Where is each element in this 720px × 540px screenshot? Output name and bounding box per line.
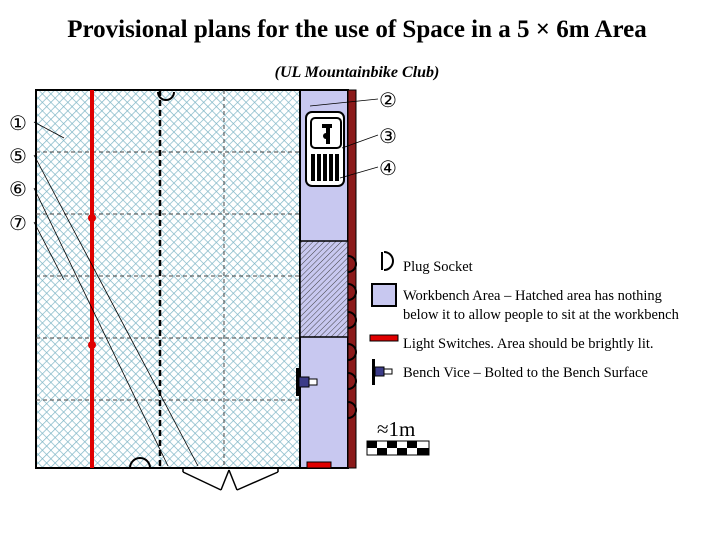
diagram-title: Provisional plans for the use of Space in a 5 × 6m Area — [67, 16, 647, 43]
legend-light-switch-label: Light Switches. Area should be brightly lit. — [403, 336, 654, 352]
marker-4: ④ — [379, 156, 397, 180]
legend-bench-vice-label: Bench Vice – Bolted to the Bench Surface — [403, 365, 648, 381]
diagram-subtitle: (UL Mountainbike Club) — [274, 64, 440, 81]
floor-area — [36, 90, 300, 468]
light-switch-bench — [307, 462, 331, 468]
marker-1: ① — [9, 111, 27, 135]
light-switch-dot — [88, 341, 96, 349]
legend-bench-vice-icon — [372, 359, 392, 385]
marker-2: ② — [379, 88, 397, 112]
door — [183, 468, 278, 490]
legend-workbench-label-1: Workbench Area – Hatched area has nothing — [403, 288, 662, 304]
legend-workbench-swatch — [372, 284, 396, 306]
marker-6: ⑥ — [9, 177, 27, 201]
legend-plug-socket-icon — [382, 252, 393, 270]
wall-strip — [348, 90, 356, 468]
workbench-hatched-area — [300, 241, 348, 337]
legend — [370, 252, 680, 385]
legend-plug-socket-label: Plug Socket — [403, 259, 473, 275]
light-switch-dot — [88, 214, 96, 222]
legend-workbench-label-2: below it to allow people to sit at the workbench — [403, 307, 679, 323]
sink-unit — [306, 112, 344, 186]
scale-bar — [367, 441, 429, 455]
scale-label: ≈1m — [377, 417, 416, 441]
marker-7: ⑦ — [9, 211, 27, 235]
marker-5: ⑤ — [9, 144, 27, 168]
legend-light-switch-swatch — [370, 335, 398, 341]
marker-3: ③ — [379, 124, 397, 148]
